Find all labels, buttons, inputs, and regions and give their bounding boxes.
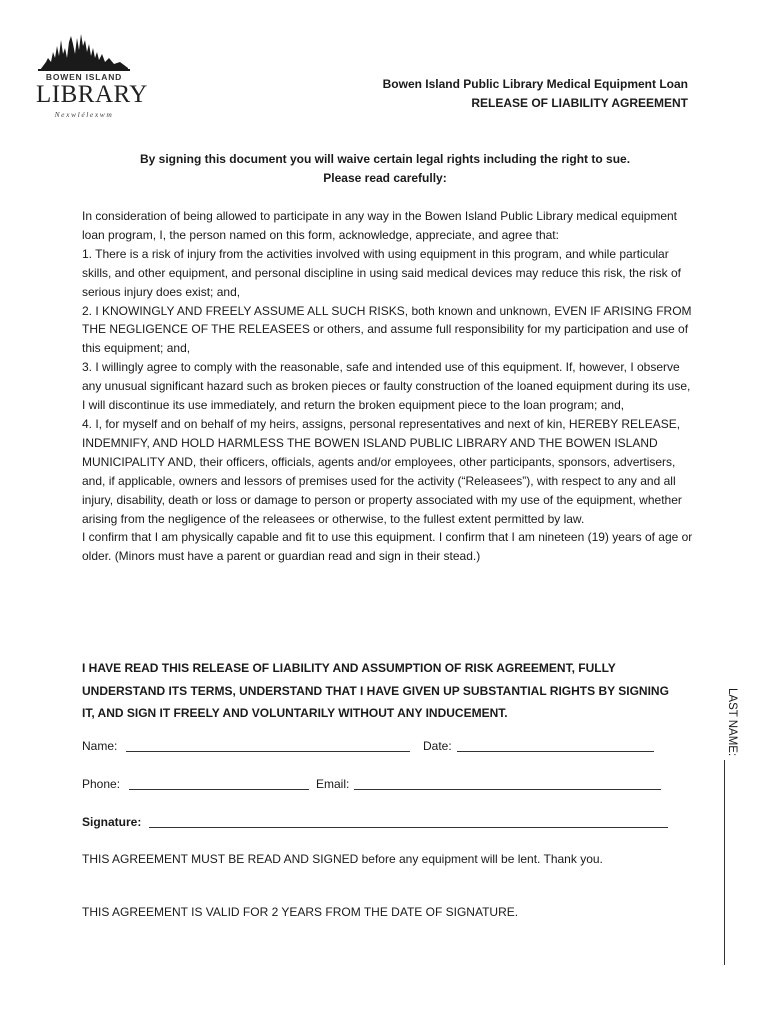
signature-field[interactable] xyxy=(149,827,668,828)
must-sign-notice: THIS AGREEMENT MUST BE READ AND SIGNED before any equipment will be lent. Thank you. xyxy=(82,852,603,866)
document-title xyxy=(383,75,688,113)
validity-notice: THIS AGREEMENT IS VALID FOR 2 YEARS FROM THE DATE OF SIGNATURE. xyxy=(82,905,519,919)
warning-line-2: Please read carefully: xyxy=(323,171,447,185)
library-logo xyxy=(36,32,148,122)
name-field[interactable] xyxy=(126,751,410,752)
clause-4: 4. I, for myself and on behalf of my heirs, assigns, personal representatives and next of kin, HEREBY RELEASE, INDEMNIFY, AND HOLD HARMLESS THE BOWEN ISLAND PUBLIC LIBRARY AND THE BOWEN ISLAND MUNICIPALITY AND, their officers, officials, agents and/or employees, other participants, sponsors, advertisers, and, if applicable, owners and lessors of premises used for the activity (“Releasees”), with respect to any and all injury, disability, death or loss or damage to person or property associated with my use of the equipment, whether arising from the negligence of the releasees or otherwise, to the fullest extent permitted by law. xyxy=(82,416,682,526)
intro-paragraph: In consideration of being allowed to participate in any way in the Bowen Island Public Library medical equipment loan program, I, the person named on this form, acknowledge, appreciate, and agree that: xyxy=(82,209,678,242)
last-name-label-text: LAST NAME: xyxy=(726,688,738,757)
title-line-2: RELEASE OF LIABILITY AGREEMENT xyxy=(471,96,688,110)
email-label: Email: xyxy=(316,777,350,791)
last-name-field[interactable] xyxy=(724,760,725,965)
date-field[interactable] xyxy=(457,751,654,752)
title-line-1: Bowen Island Public Library Medical Equipment Loan xyxy=(382,77,688,91)
name-label: Name: xyxy=(82,739,118,753)
confirmation-paragraph: I confirm that I am physically capable and fit to use this equipment. I confirm that I am nineteen (19) years of age or older. (Minors must have a parent or guardian read and sign in their stead.) xyxy=(82,530,693,564)
agreement-body xyxy=(82,207,694,566)
forest-skyline-icon xyxy=(36,32,132,72)
warning-line-1: By signing this document you will waive certain legal rights including the right to sue. xyxy=(139,152,631,166)
logo-org-text: BOWEN ISLAND xyxy=(45,72,123,82)
legal-warning xyxy=(82,150,688,188)
signature-label: Signature: xyxy=(82,815,142,829)
phone-field[interactable] xyxy=(129,789,309,790)
date-label: Date: xyxy=(423,739,452,753)
logo-library-text: LIBRARY xyxy=(36,81,148,108)
phone-label: Phone: xyxy=(82,777,121,791)
logo-subtitle-text: Nexwlélexwm xyxy=(54,110,114,119)
email-field[interactable] xyxy=(354,789,661,790)
clause-1: 1. There is a risk of injury from the activities involved with using equipment in this program, and while particular skills, and other equipment, and personal discipline in using said medical devices may reduce this risk, the risk of serious injury does exist; and, xyxy=(82,246,681,299)
acknowledgement-statement: I HAVE READ THIS RELEASE OF LIABILITY AND ASSUMPTION OF RISK AGREEMENT, FULLY UNDERSTAND ITS TERMS, UNDERSTAND THAT I HAVE GIVEN UP SUBSTANTIAL RIGHTS BY SIGNING IT, AND SIGN IT FREELY AND VOLUNTARILY WITHOUT ANY INDUCEMENT. xyxy=(82,661,669,720)
clause-3: 3. I willingly agree to comply with the reasonable, safe and intended use of this equipment. If, however, I observe any unusual significant hazard such as broken pieces or faulty construction of the loaned equipment during its use, I will discontinue its use immediately, and return the broken equipment piece to the loan program; and, xyxy=(82,360,691,413)
clause-2: 2. I KNOWINGLY AND FREELY ASSUME ALL SUCH RISKS, both known and unknown, EVEN IF ARISING FROM THE NEGLIGENCE OF THE RELEASEES or others, and assume full responsibility for my participation and use of this equipment; and, xyxy=(82,303,692,356)
